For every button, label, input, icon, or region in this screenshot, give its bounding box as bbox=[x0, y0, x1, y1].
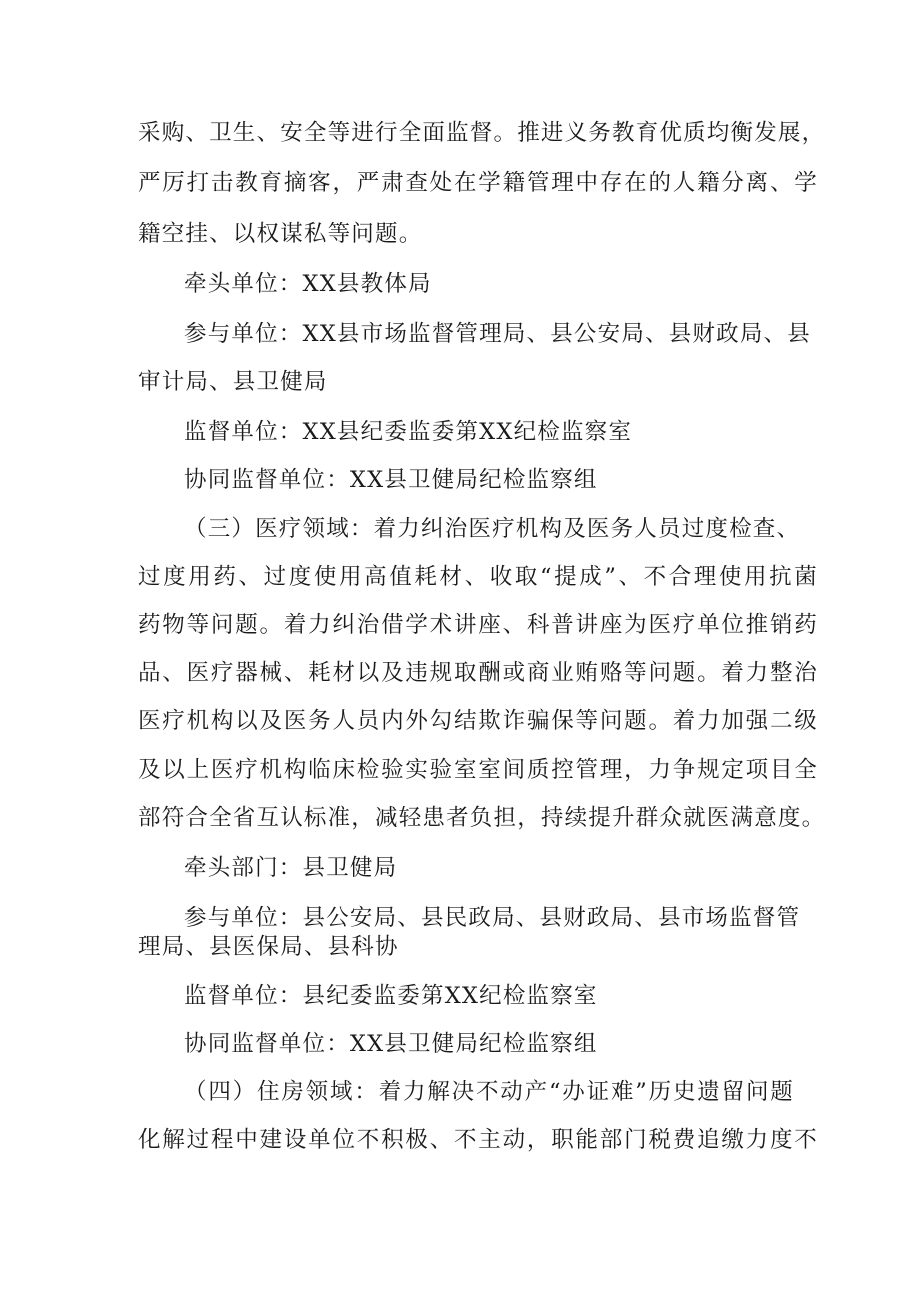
text-line: 籍空挂、以权谋私等问题。 bbox=[138, 221, 423, 247]
text-line: 过度用药、过度使用高值耗材、收取“提成”、不合理使用抗菌 bbox=[138, 564, 818, 590]
lead-unit-label: 牵头单位：XX县教体局 bbox=[184, 271, 432, 297]
supervising-unit: 监督单位：XX县纪委监委第XX纪检监察室 bbox=[184, 419, 633, 445]
text-line: 化解过程中建设单位不积极、不主动，职能部门税费追缴力度不 bbox=[138, 1127, 818, 1153]
section-heading-medical: （三）医疗领域：着力纠治医疗机构及医务人员过度检查、 bbox=[184, 516, 801, 542]
co-supervising-unit: 协同监督单位：XX县卫健局纪检监察组 bbox=[184, 467, 598, 493]
text-line: 及以上医疗机构临床检验实验室室间质控管理，力争规定项目全 bbox=[138, 757, 818, 783]
participating-units: 参与单位：XX县市场监督管理局、县公安局、县财政局、县 bbox=[184, 321, 811, 347]
text-line: 严厉打击教育摘客，严肃查处在学籍管理中存在的人籍分离、学 bbox=[138, 170, 818, 196]
participating-units: 参与单位：县公安局、县民政局、县财政局、县市场监督管 bbox=[184, 905, 801, 931]
text-line: 审计局、县卫健局 bbox=[138, 369, 328, 395]
co-supervising-unit: 协同监督单位：XX县卫健局纪检监察组 bbox=[184, 1031, 598, 1057]
text-line: 理局、县医保局、县科协 bbox=[138, 934, 399, 960]
lead-department: 牵头部门：县卫健局 bbox=[184, 855, 398, 881]
section-heading-housing: （四）住房领域：着力解决不动产“办证难”历史遗留问题 bbox=[184, 1079, 794, 1105]
supervising-unit: 监督单位：县纪委监委第XX纪检监察室 bbox=[184, 983, 598, 1009]
text-line: 采购、卫生、安全等进行全面监督。推进义务教育优质均衡发展， bbox=[138, 120, 826, 146]
text-line: 部符合全省互认标准，减轻患者负担，持续提升群众就医满意度。 bbox=[138, 805, 826, 831]
text-line: 药物等问题。着力纠治借学术讲座、科普讲座为医疗单位推销药 bbox=[138, 612, 818, 638]
text-line: 医疗机构以及医务人员内外勾结欺诈骗保等问题。着力加强二级 bbox=[138, 708, 818, 734]
text-line: 品、医疗器械、耗材以及违规取酬或商业贿赂等问题。着力整治 bbox=[138, 660, 818, 686]
